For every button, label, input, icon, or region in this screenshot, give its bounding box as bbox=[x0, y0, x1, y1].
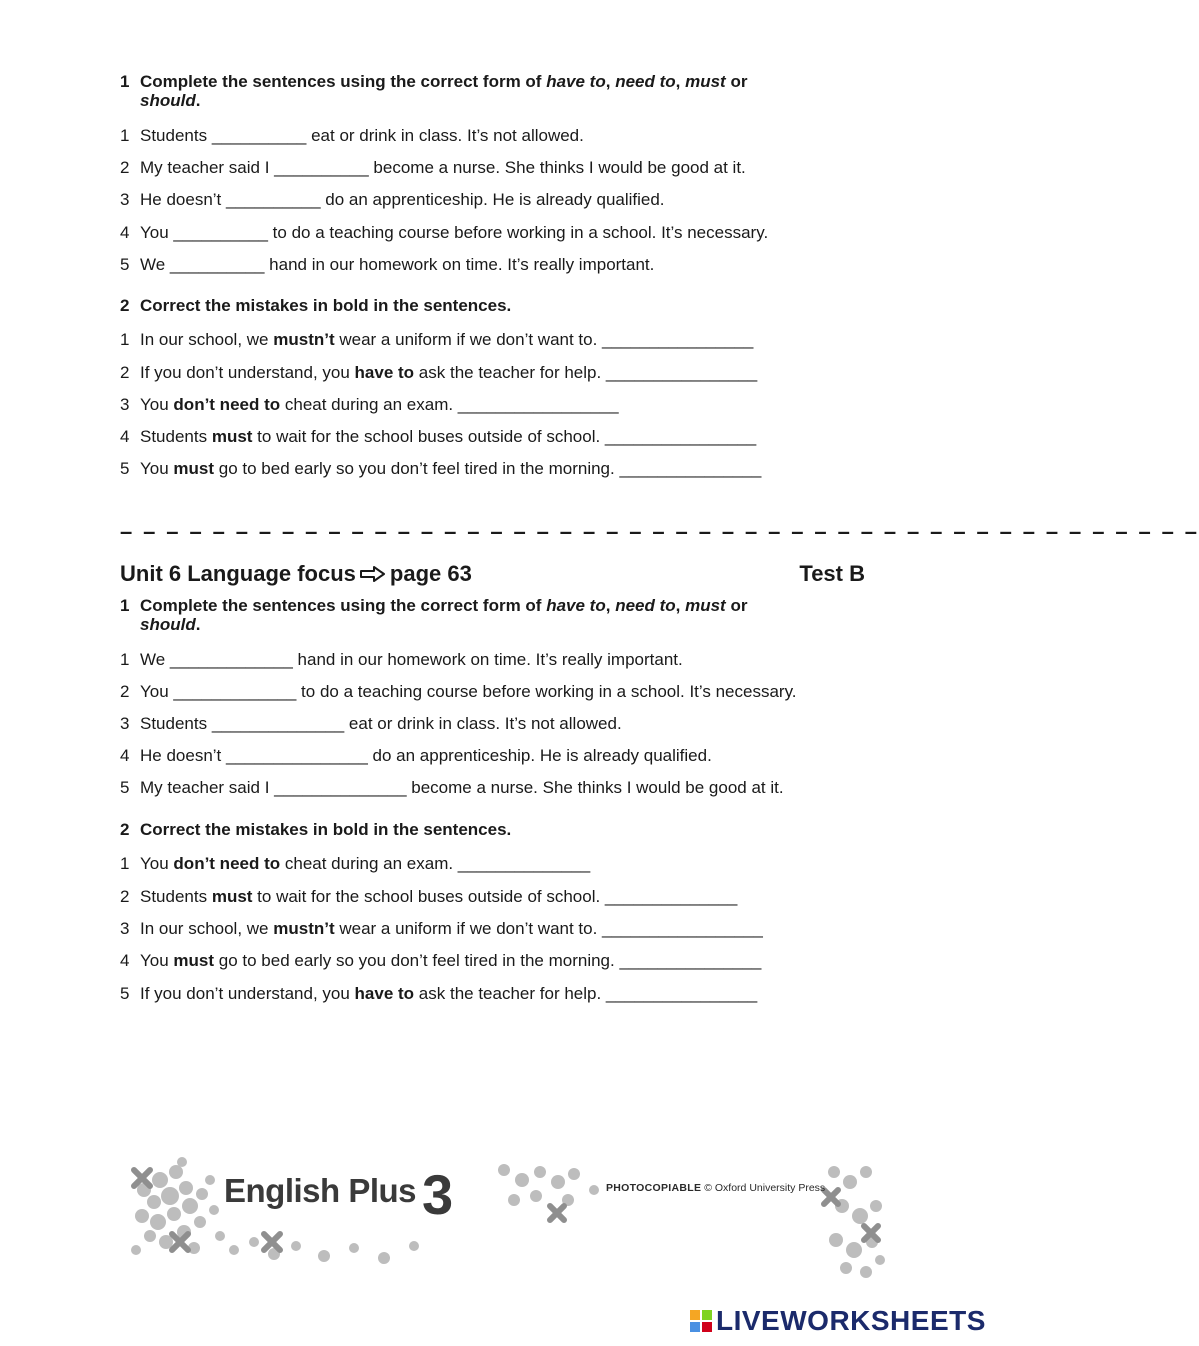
test-a-exercise-1-instruction: 1 Complete the sentences using the correct form of have to, need to, must or should. bbox=[120, 72, 748, 110]
test-b-ex2-sentence[interactable]: 2 Students must to wait for the school buses outside of school. ______________ bbox=[120, 887, 738, 906]
test-b-ex1-sentence[interactable]: 3 Students ______________ eat or drink in class. It’s not allowed. bbox=[120, 714, 622, 733]
test-label: Test B bbox=[799, 561, 865, 586]
arrow-right-icon bbox=[360, 562, 386, 588]
test-a-ex1-sentence[interactable]: 1 Students __________ eat or drink in class. It’s not allowed. bbox=[120, 126, 584, 145]
test-b-ex1-sentence[interactable]: 4 He doesn’t _______________ do an apprenticeship. He is already qualified. bbox=[120, 746, 712, 765]
test-b-exercise-2-instruction: 2 Correct the mistakes in bold in the sentences. bbox=[120, 820, 512, 839]
copyright-notice: PHOTOCOPIABLE © Oxford University Press bbox=[606, 1182, 826, 1194]
test-b-ex1-sentence[interactable]: 1 We _____________ hand in our homework on time. It’s really important. bbox=[120, 650, 683, 669]
test-a-ex2-sentence[interactable]: 5 You must go to bed early so you don’t feel tired in the morning. _______________ bbox=[120, 459, 762, 478]
brand-number: 3 bbox=[422, 1163, 454, 1226]
test-b-ex1-sentence[interactable]: 5 My teacher said I ______________ become a nurse. She thinks I would be good at it. bbox=[120, 778, 784, 797]
publisher-footer bbox=[124, 1150, 884, 1280]
test-a-ex2-sentence[interactable]: 3 You don’t need to cheat during an exam. _________________ bbox=[120, 395, 619, 414]
test-a-exercise-2-instruction: 2 Correct the mistakes in bold in the sentences. bbox=[120, 296, 512, 315]
test-b-ex2-sentence[interactable]: 4 You must go to bed early so you don’t feel tired in the morning. _______________ bbox=[120, 951, 762, 970]
test-a-ex1-sentence[interactable]: 5 We __________ hand in our homework on time. It’s really important. bbox=[120, 255, 655, 274]
test-a-ex2-sentence[interactable]: 4 Students must to wait for the school buses outside of school. ________________ bbox=[120, 427, 757, 446]
brand-name: English Plus bbox=[224, 1172, 417, 1209]
test-a-ex1-sentence[interactable]: 2 My teacher said I __________ become a nurse. She thinks I would be good at it. bbox=[120, 158, 746, 177]
unit-title: Unit 6 Language focus page 63 bbox=[120, 561, 472, 588]
liveworksheets-logo-icon bbox=[690, 1307, 712, 1339]
test-a-ex1-sentence[interactable]: 4 You __________ to do a teaching course before working in a school. It’s necessary. bbox=[120, 223, 769, 242]
test-b-ex1-sentence[interactable]: 2 You _____________ to do a teaching course before working in a school. It’s necessary. bbox=[120, 682, 797, 701]
test-a-ex1-sentence[interactable]: 3 He doesn’t __________ do an apprenticeship. He is already qualified. bbox=[120, 190, 665, 209]
test-a-ex2-sentence[interactable]: 1 In our school, we mustn’t wear a uniform if we don’t want to. ________________ bbox=[120, 330, 754, 349]
test-b-ex2-sentence[interactable]: 3 In our school, we mustn’t wear a uniform if we don’t want to. _________________ bbox=[120, 919, 763, 938]
decorative-pattern bbox=[124, 1150, 884, 1280]
test-b-exercise-1-instruction: 1 Complete the sentences using the correct form of have to, need to, must or should. bbox=[120, 596, 748, 634]
liveworksheets-watermark[interactable]: LIVEWORKSHEETS bbox=[690, 1305, 986, 1339]
cut-line-divider: – – – – – – – – – – – – – – – – – – – – – – – – – – – – – – – – – – – – – – – – – – – – – – – bbox=[120, 519, 1199, 544]
test-b-ex2-sentence[interactable]: 5 If you don’t understand, you have to ask the teacher for help. ________________ bbox=[120, 984, 758, 1003]
test-b-ex2-sentence[interactable]: 1 You don’t need to cheat during an exam. ______________ bbox=[120, 854, 591, 873]
test-a-ex2-sentence[interactable]: 2 If you don’t understand, you have to ask the teacher for help. ________________ bbox=[120, 363, 758, 382]
